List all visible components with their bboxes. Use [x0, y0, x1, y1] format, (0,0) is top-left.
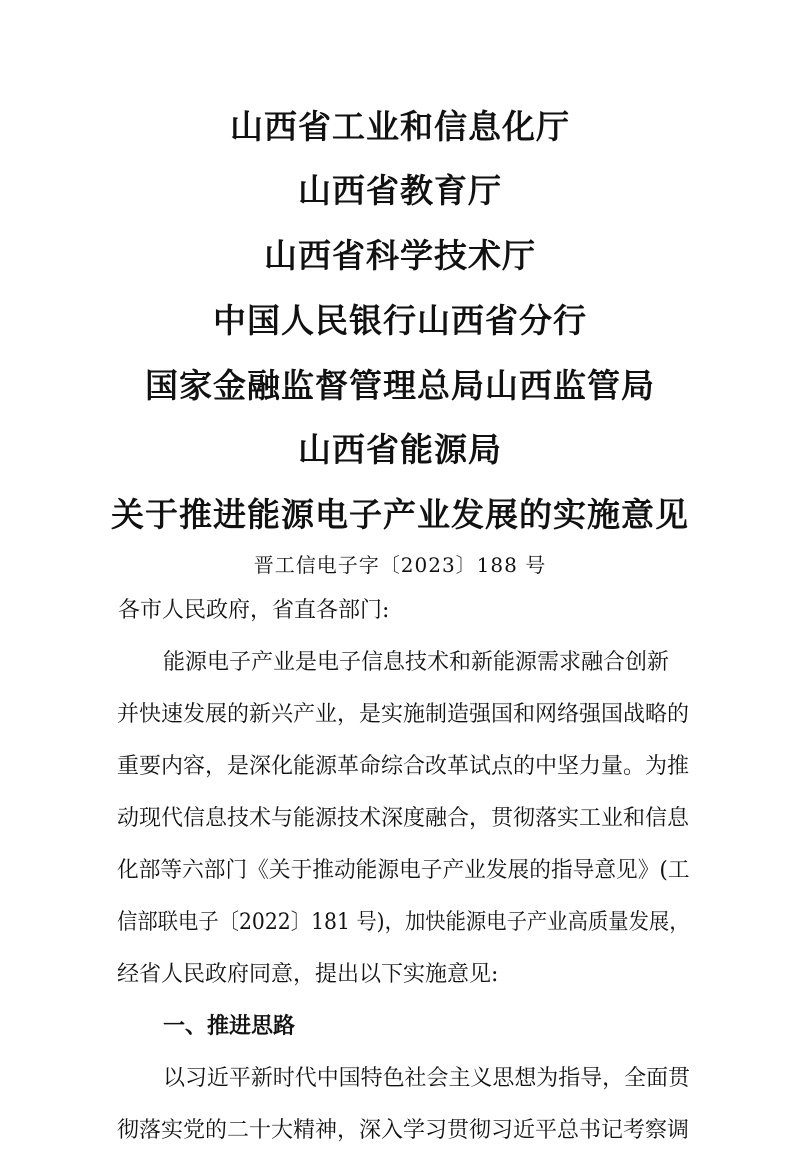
issuer-line: 山西省能源局: [298, 430, 502, 469]
intro-line: 重要内容，是深化能源革命综合改革试点的中坚力量。为推: [117, 754, 690, 779]
intro-line: 信部联电子〔2022〕181 号)，加快能源电子产业高质量发展，: [117, 910, 690, 935]
addressee: 各市人民政府，省直各部门:: [118, 598, 390, 623]
section-heading: 一、推进思路: [163, 1014, 296, 1039]
document-title: 关于推进能源电子产业发展的实施意见: [111, 495, 689, 534]
issuer-line: 山西省科学技术厅: [264, 236, 536, 275]
intro-line: 并快速发展的新兴产业，是实施制造强国和网络强国战略的: [117, 702, 690, 727]
document-number: 晋工信电子字〔2023〕188 号: [253, 553, 547, 577]
intro-line: 动现代信息技术与能源技术深度融合，贯彻落实工业和信息: [117, 806, 690, 831]
section-line: 彻落实党的二十大精神，深入学习贯彻习近平总书记考察调: [117, 1118, 690, 1143]
intro-line: 经省人民政府同意，提出以下实施意见:: [117, 962, 499, 987]
issuer-line: 山西省工业和信息化厅: [230, 107, 570, 146]
intro-line: 化部等六部门《关于推动能源电子产业发展的指导意见》(工: [117, 858, 690, 883]
issuer-line: 山西省教育厅: [298, 171, 502, 210]
intro-line: 能源电子产业是电子信息技术和新能源需求融合创新: [163, 650, 670, 675]
issuer-line: 国家金融监督管理总局山西监管局: [145, 366, 655, 405]
section-line: 以习近平新时代中国特色社会主义思想为指导，全面贯: [163, 1066, 691, 1091]
issuer-line: 中国人民银行山西省分行: [213, 301, 587, 340]
